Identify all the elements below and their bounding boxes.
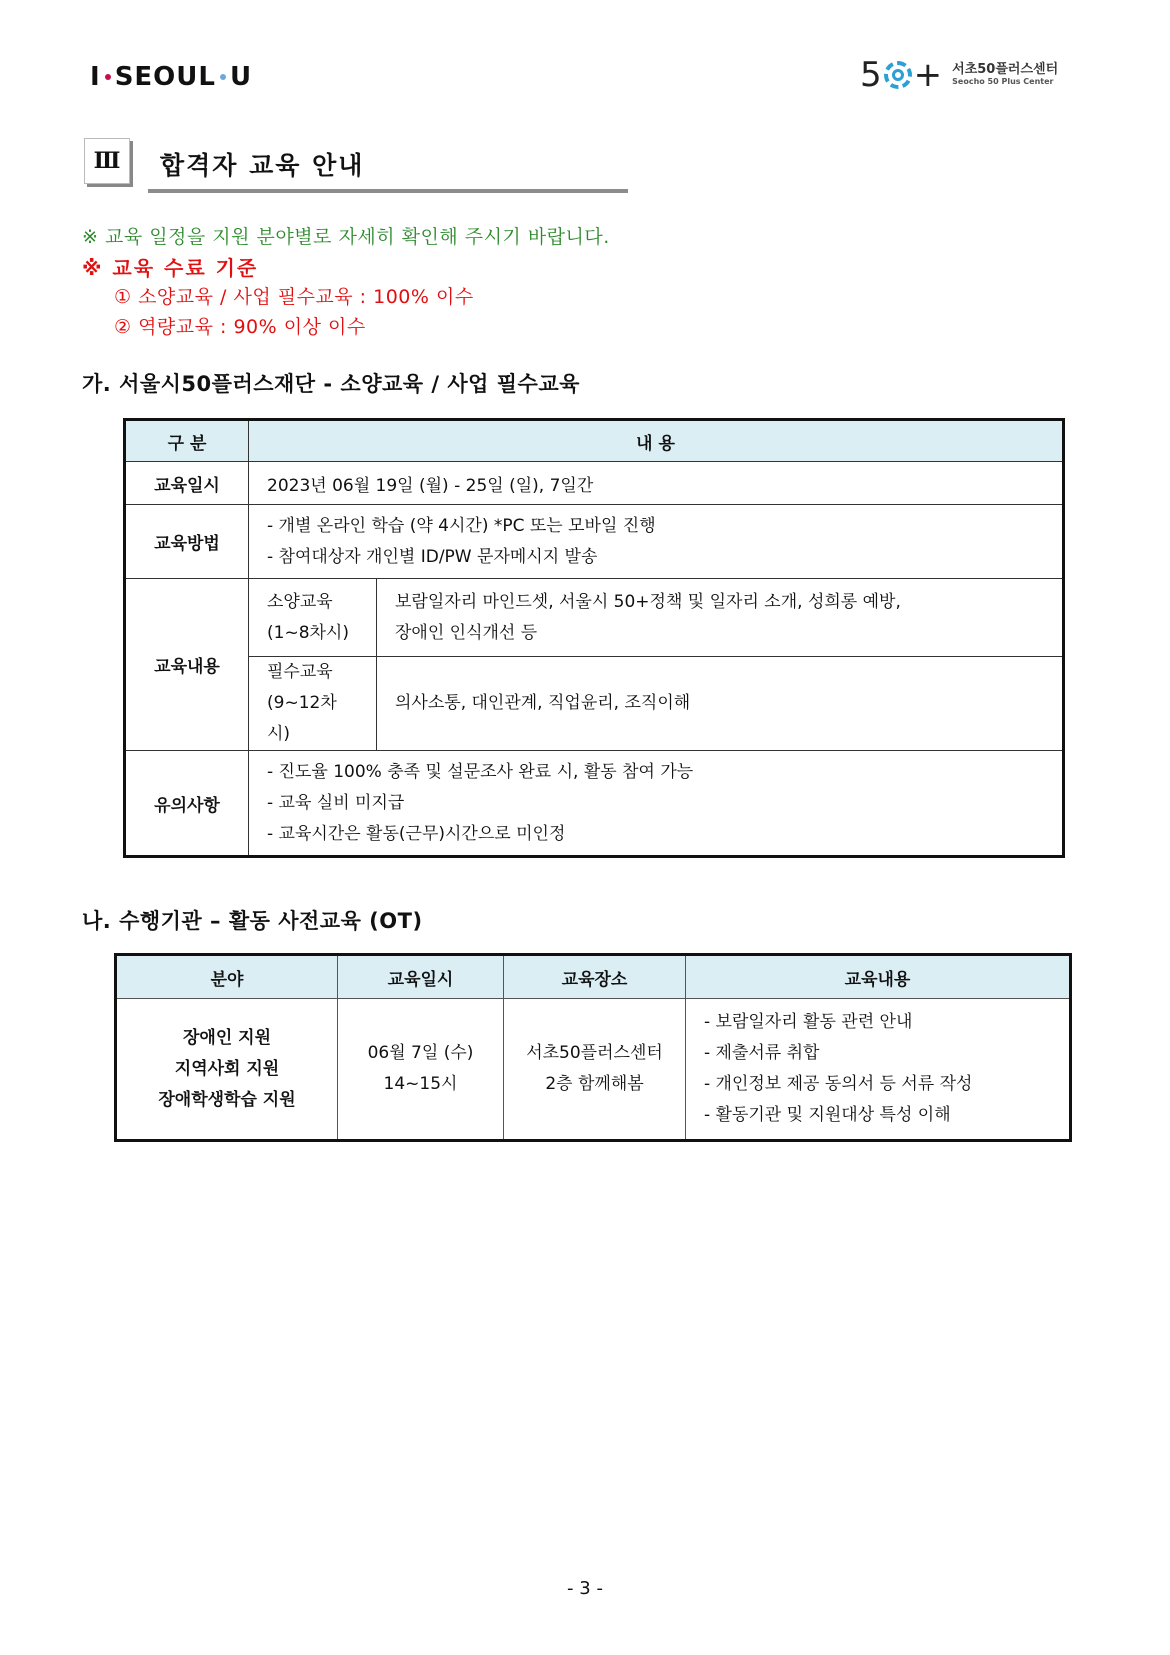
logo-dot-blue <box>220 74 226 80</box>
i-seoul-u-logo <box>90 62 252 92</box>
content-type <box>249 657 377 751</box>
notice-line: - 교육시간은 활동(근무)시간으로 미인정 <box>267 823 566 844</box>
header-category: 구 분 <box>125 420 249 462</box>
method-value <box>249 505 1064 579</box>
header-field: 분야 <box>116 955 338 999</box>
part-b-table <box>114 953 1072 1142</box>
section-number-box: Ⅲ <box>84 138 130 184</box>
notice-label: 유의사항 <box>125 751 249 857</box>
datetime-line: 06월 7일 (수) <box>367 1043 474 1063</box>
method-label: 교육방법 <box>125 505 249 579</box>
content-line: - 보람일자리 활동 관련 안내 <box>704 1012 913 1032</box>
header-place: 교육장소 <box>504 955 686 999</box>
header-content: 교육내용 <box>686 955 1071 999</box>
part-a-table <box>123 418 1065 858</box>
criteria-item: ② 역량교육 : 90% 이상 이수 <box>114 316 366 338</box>
content-type-sessions: (9~12차시) <box>267 693 337 744</box>
fields-cell <box>116 999 338 1141</box>
place-line: 서초50플러스센터 <box>526 1043 663 1063</box>
notice-line: - 교육 실비 미지급 <box>267 792 405 813</box>
method-line: - 참여대상자 개인별 ID/PW 문자메시지 발송 <box>267 546 598 567</box>
part-a-title: 가. 서울시50플러스재단 - 소양교육 / 사업 필수교육 <box>82 372 580 396</box>
content-line: 의사소통, 대인관계, 직업윤리, 조직이해 <box>395 693 691 713</box>
completion-criteria-title: ※ 교육 수료 기준 <box>82 256 259 280</box>
header-datetime: 교육일시 <box>338 955 504 999</box>
content-line: - 제출서류 취합 <box>704 1043 820 1063</box>
seocho-50plus-logo <box>860 55 1058 95</box>
field-item: 지역사회 지원 <box>174 1058 280 1079</box>
section-title: 합격자 교육 안내 <box>160 151 365 180</box>
center-name-ko: 서초50플러스센터 <box>952 62 1059 78</box>
content-type-name: 소양교육 <box>267 591 333 612</box>
method-line: - 개별 온라인 학습 (약 4시간) *PC 또는 모바일 진행 <box>267 515 656 536</box>
datetime-cell <box>338 999 504 1141</box>
content-type-name: 필수교육 <box>267 662 333 682</box>
section-underline <box>148 189 628 193</box>
header-content: 내 용 <box>249 420 1064 462</box>
content-label: 교육내용 <box>125 579 249 751</box>
datetime-line: 14~15시 <box>383 1074 458 1094</box>
schedule-label: 교육일시 <box>125 462 249 505</box>
content-detail <box>377 657 1064 751</box>
center-name-en: Seocho 50 Plus Center <box>952 76 1054 86</box>
schedule-value: 2023년 06월 19일 (월) - 25일 (일), 7일간 <box>249 462 1064 505</box>
notice-line: - 진도율 100% 충족 및 설문조사 완료 시, 활동 참여 가능 <box>267 761 694 782</box>
place-cell <box>504 999 686 1141</box>
content-detail <box>377 579 1064 657</box>
notice-value <box>249 751 1064 857</box>
logo-dot-red <box>105 74 111 80</box>
field-item: 장애인 지원 <box>182 1027 272 1048</box>
part-b-title: 나. 수행기관 – 활동 사전교육 (OT) <box>82 909 423 933</box>
criteria-item: ① 소양교육 / 사업 필수교육 : 100% 이수 <box>114 286 474 308</box>
field-item: 장애학생학습 지원 <box>158 1089 296 1110</box>
content-line: 보람일자리 마인드셋, 서울시 50+정책 및 일자리 소개, 성희롱 예방, <box>395 591 901 612</box>
place-line: 2층 함께해봄 <box>545 1074 644 1094</box>
logo-part: U <box>229 62 253 92</box>
content-type-sessions: (1~8차시) <box>267 622 349 643</box>
logo-part: SEOUL <box>114 62 216 92</box>
page-number: - 3 - <box>567 1578 603 1599</box>
contents-cell <box>686 999 1071 1141</box>
content-line: 장애인 인식개선 등 <box>395 622 538 643</box>
content-type <box>249 579 377 657</box>
fifty-plus-mark-icon: 5 + <box>860 55 943 95</box>
content-line: - 개인정보 제공 동의서 등 서류 작성 <box>704 1074 973 1094</box>
logo-part: I <box>90 62 101 92</box>
schedule-note: ※ 교육 일정을 지원 분야별로 자세히 확인해 주시기 바랍니다. <box>82 226 610 248</box>
content-line: - 활동기관 및 지원대상 특성 이해 <box>704 1105 951 1125</box>
